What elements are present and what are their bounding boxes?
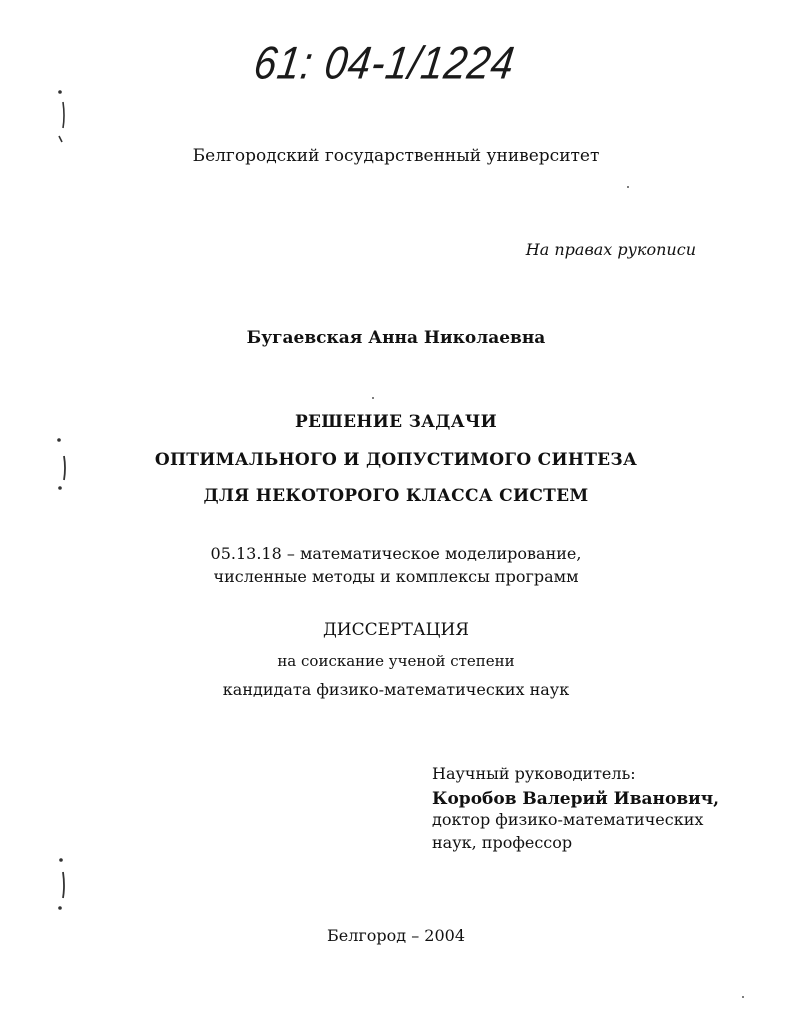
binder-mark-bottom <box>56 856 68 916</box>
supervisor-credentials-line-2: наук, профессор <box>432 833 573 852</box>
binder-mark-middle <box>56 436 68 496</box>
supervisor-label: Научный руководитель: <box>432 764 636 783</box>
supervisor-credentials-line-1: доктор физико-математических <box>432 810 704 829</box>
city-year-footer: Белгород – 2004 <box>326 926 466 945</box>
scan-speck <box>372 397 374 399</box>
author-name: Бугаевская Анна Николаевна <box>246 328 546 348</box>
dissertation-degree: кандидата физико-математических наук <box>222 680 570 699</box>
specialty-line-1: 05.13.18 – математическое моделирование, <box>210 544 582 563</box>
archive-stamp: 61: 04-1/1224 <box>250 38 518 89</box>
scan-speck <box>627 186 629 188</box>
rights-notice: На правах рукописи <box>525 240 696 259</box>
university-name: Белгородский государственный университет <box>192 146 600 166</box>
dissertation-purpose: на соискание ученой степени <box>277 652 515 670</box>
thesis-title-line-1: РЕШЕНИЕ ЗАДАЧИ <box>294 412 498 432</box>
thesis-title-line-3: ДЛЯ НЕКОТОРОГО КЛАССА СИСТЕМ <box>203 486 589 506</box>
thesis-title-line-2: ОПТИМАЛЬНОГО И ДОПУСТИМОГО СИНТЕЗА <box>154 450 638 470</box>
dissertation-type: ДИССЕРТАЦИЯ <box>322 620 470 640</box>
specialty-line-2: численные методы и комплексы программ <box>213 567 579 586</box>
scan-speck <box>742 996 744 998</box>
supervisor-name: Коробов Валерий Иванович, <box>432 789 720 809</box>
binder-mark-top <box>56 88 68 148</box>
